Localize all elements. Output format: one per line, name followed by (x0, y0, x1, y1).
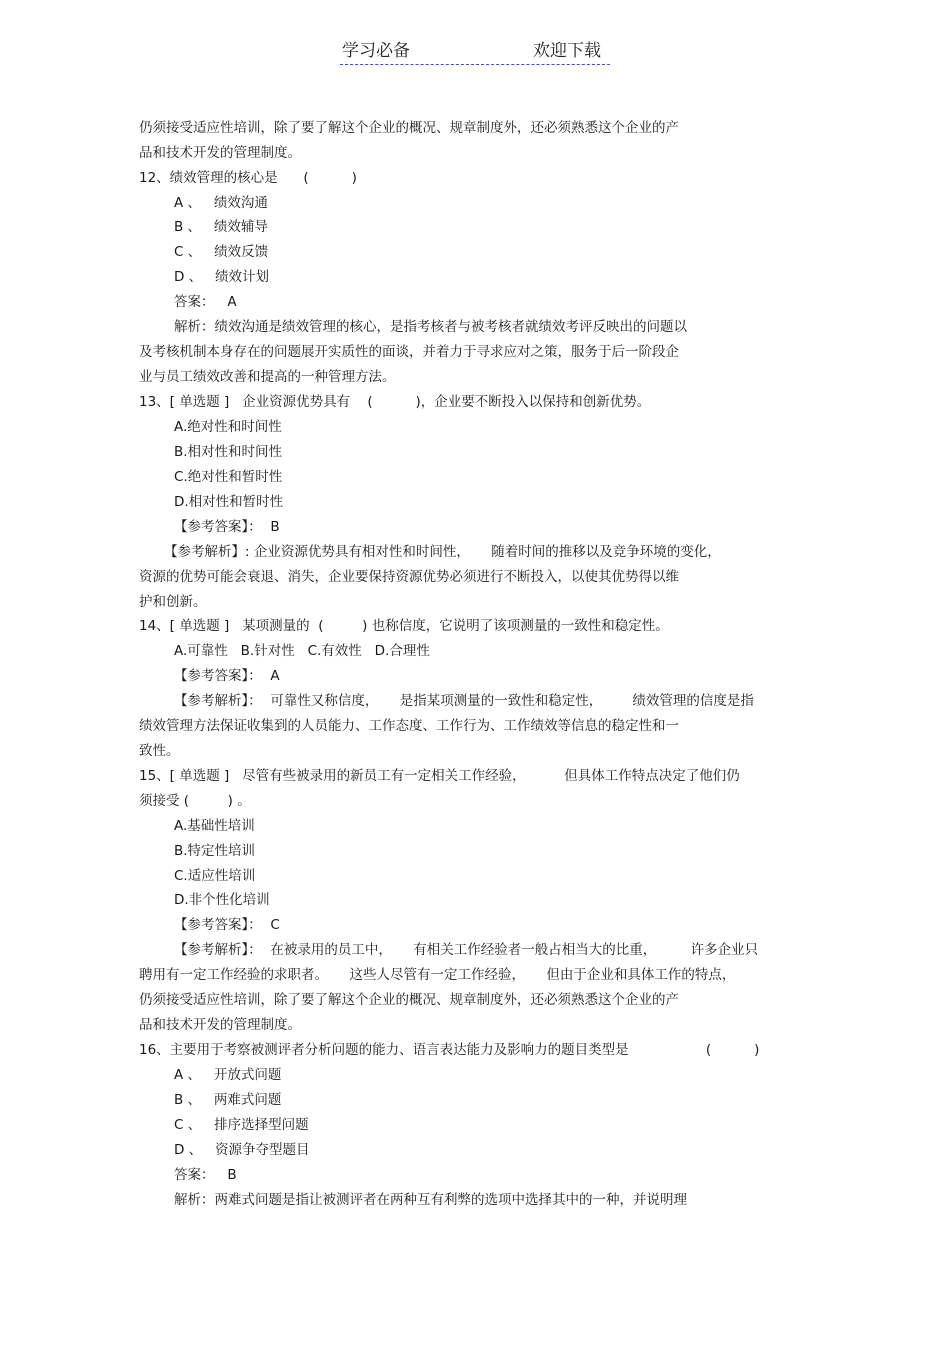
page-header (340, 40, 610, 65)
option-b: B.相对性和时间性 (174, 444, 283, 460)
option-d: D 、 绩效计划 (174, 269, 270, 285)
text-line: 业与员工绩效改善和提高的一种管理方法。 (139, 369, 396, 385)
option-c: C.适应性培训 (174, 868, 256, 884)
option-c: C 、 绩效反馈 (174, 244, 269, 260)
text-line: 护和创新。 (139, 594, 207, 610)
option-b: B.特定性培训 (174, 843, 256, 859)
answer: 【参考答案】： C (174, 917, 280, 933)
text-line: 绩效管理方法保证收集到的人员能力、工作态度、工作行为、工作绩效等信息的稳定性和一 (139, 718, 679, 734)
option-d: D.非个性化培训 (174, 892, 270, 908)
text-line: 仍须接受适应性培训，除了要了解这个企业的概况、规章制度外，还必须熟悉这个企业的产 (139, 992, 679, 1008)
option-d: D 、 资源争夺型题目 (174, 1142, 310, 1158)
question-12: 12、绩效管理的核心是 ( ) (139, 170, 357, 186)
option-b: B 、 绩效辅导 (174, 219, 268, 235)
option-a: A.绝对性和时间性 (174, 419, 282, 435)
explanation: 解析：绩效沟通是绩效管理的核心，是指考核者与被考核者就绩效考评反映出的问题以 (174, 319, 687, 335)
text-line: 须接受 ( ) 。 (139, 793, 251, 809)
option-a: A 、 绩效沟通 (174, 195, 268, 211)
question-14: 14、[ 单选题 ] 某项测量的 ( ) 也称信度，它说明了该项测量的一致性和稳定性。 (139, 618, 669, 634)
option-d: D.相对性和暂时性 (174, 494, 284, 510)
option-c: C.绝对性和暂时性 (174, 469, 283, 485)
text-line: 资源的优势可能会衰退、消失，企业要保持资源优势必须进行不断投入，以使其优势得以维 (139, 569, 679, 585)
explanation: 【参考解析】: 企业资源优势具有相对性和时间性， 随着时间的推移以及竞争环境的变化， (164, 544, 721, 560)
text-line: 仍须接受适应性培训，除了要了解这个企业的概况、规章制度外，还必须熟悉这个企业的产 (139, 120, 679, 136)
explanation: 解析：两难式问题是指让被测评者在两种互有利弊的选项中选择其中的一种，并说明理 (174, 1192, 687, 1208)
text-line: 致性。 (139, 743, 180, 759)
question-16: 16、主要用于考察被测评者分析问题的能力、语言表达能力及影响力的题目类型是 ( ) (139, 1042, 760, 1058)
text-line: 聘用有一定工作经验的求职者。 这些人尽管有一定工作经验， 但由于企业和具体工作的特点， (139, 967, 736, 983)
explanation: 【参考解析】： 可靠性又称信度， 是指某项测量的一致性和稳定性， 绩效管理的信度是指 (174, 693, 754, 709)
options-inline: A.可靠性 B.针对性 C.有效性 D.合理性 (174, 643, 430, 659)
explanation: 【参考解析】： 在被录用的员工中， 有相关工作经验者一般占相当大的比重， 许多企业只 (174, 942, 759, 958)
option-a: A.基础性培训 (174, 818, 255, 834)
header-right-text: 欢迎下载 (533, 41, 601, 61)
option-b: B 、 两难式问题 (174, 1092, 282, 1108)
answer: 【参考答案】： A (174, 668, 280, 684)
answer: 答案： A (174, 294, 237, 310)
text-line: 及考核机制本身存在的问题展开实质性的面谈，并着力于寻求应对之策，服务于后一阶段企 (139, 344, 679, 360)
option-a: A 、 开放式问题 (174, 1067, 282, 1083)
text-line: 品和技术开发的管理制度。 (139, 145, 301, 161)
question-15: 15、[ 单选题 ] 尽管有些被录用的新员工有一定相关工作经验， 但具体工作特点决定了他们仍 (139, 768, 740, 784)
answer: 答案： B (174, 1167, 237, 1183)
text-line: 品和技术开发的管理制度。 (139, 1017, 301, 1033)
answer: 【参考答案】： B (174, 519, 280, 535)
header-left-text: 学习必备 (342, 41, 410, 61)
option-c: C 、 排序选择型问题 (174, 1117, 309, 1133)
question-13: 13、[ 单选题 ] 企业资源优势具有 ( )，企业要不断投入以保持和创新优势。 (139, 394, 651, 410)
